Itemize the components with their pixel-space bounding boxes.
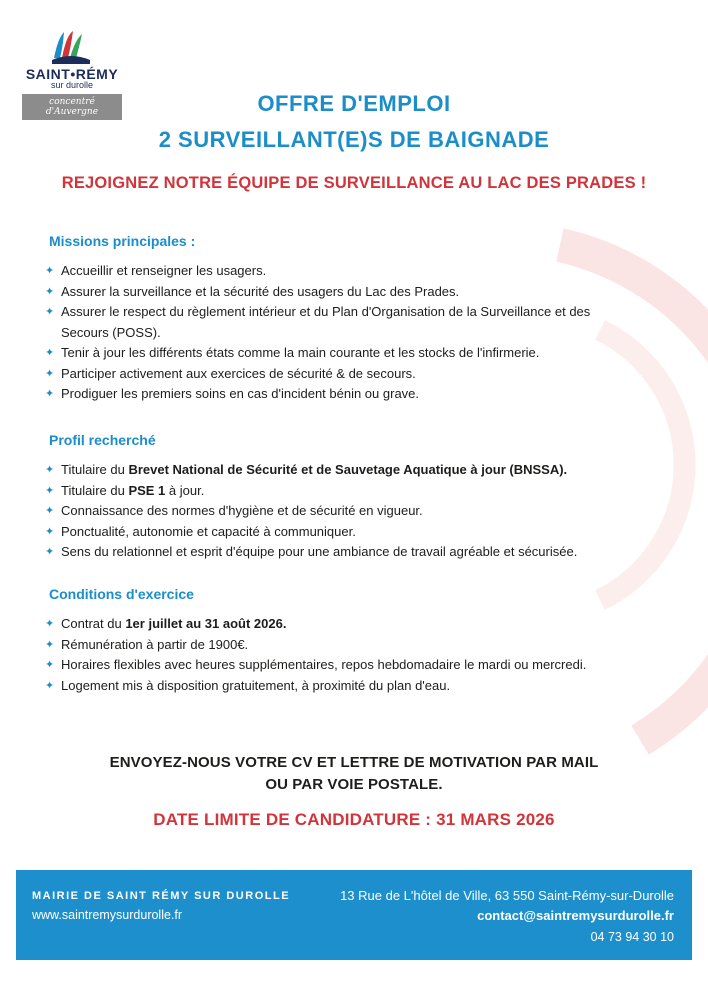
list-item (45, 635, 648, 656)
bullet-icon: ✦ (45, 306, 55, 318)
item-text: Sens du relationnel et esprit d'équipe pour une ambiance de travail agréable et sécurisée. (61, 544, 578, 559)
application-deadline: DATE LIMITE DE CANDIDATURE : 31 MARS 2026 (153, 810, 555, 829)
cta-line-2: OU PAR VOIE POSTALE. (265, 776, 443, 793)
subtitle: REJOIGNEZ NOTRE ÉQUIPE DE SURVEILLANCE AU LAC DES PRADES ! (61, 174, 647, 192)
title-position: 2 SURVEILLANT(E)S DE BAIGNADE (158, 127, 550, 152)
item-text: Assurer la surveillance et la sécurité des usagers du Lac des Prades. (61, 283, 460, 299)
item-text: Contrat du (61, 616, 126, 631)
missions-heading: Missions principales : (49, 233, 196, 249)
bullet-icon: ✦ (45, 484, 55, 497)
bullet-icon: ✦ (45, 347, 55, 359)
title-offre: OFFRE D'EMPLOI (257, 91, 451, 116)
bullet-icon: ✦ (45, 285, 55, 298)
bullet-icon: ✦ (45, 388, 55, 400)
bullet-icon: ✦ (45, 659, 55, 671)
list-item (45, 481, 648, 502)
footer-address: 13 Rue de L'hôtel de Ville, 63 550 Saint-Rémy-sur-Durolle (340, 888, 674, 903)
bullet-icon: ✦ (45, 679, 55, 692)
bullet-icon: ✦ (45, 546, 55, 558)
list-item (45, 302, 648, 323)
missions-section (45, 233, 648, 405)
logo-icon (52, 30, 90, 64)
cta-line-1: ENVOYEZ-NOUS VOTRE CV ET LETTRE DE MOTIVATION PAR MAIL (109, 754, 599, 771)
item-text: Participer activement aux exercices de sécurité & de secours. (61, 365, 416, 381)
item-text: Accueillir et renseigner les usagers. (61, 263, 267, 278)
list-item (45, 364, 648, 385)
bullet-icon: ✦ (45, 367, 55, 380)
item-bold: Brevet National de Sécurité et de Sauvetage Aquatique à jour (BNSSA). (128, 462, 568, 477)
item-text: Connaissance des normes d'hygiène et de sécurité en vigueur. (61, 503, 423, 518)
bullet-icon: ✦ (45, 525, 55, 538)
list-item (45, 460, 648, 481)
profile-section (45, 432, 648, 563)
list-item (45, 655, 648, 676)
logo-sub: sur durolle (50, 80, 94, 90)
item-text: Horaires flexibles avec heures supplémentaires, repos hebdomadaire le mardi ou mercredi. (61, 657, 587, 672)
list-item (45, 384, 648, 405)
bullet-icon: ✦ (45, 464, 55, 476)
call-to-action (0, 752, 708, 796)
bullet-icon: ✦ (45, 505, 55, 517)
profile-heading: Profil recherché (49, 432, 156, 448)
item-text: Titulaire du (61, 482, 129, 498)
list-item (45, 501, 648, 522)
item-text: Prodiguer les premiers soins en cas d'incident bénin ou grave. (61, 386, 420, 401)
conditions-heading: Conditions d'exercice (49, 586, 194, 602)
item-text: Rémunération à partir de 1900€. (61, 636, 249, 652)
logo-name: SAINT•RÉMY (25, 66, 119, 82)
footer-organization: MAIRIE DE SAINT RÉMY SUR DUROLLE (32, 890, 291, 902)
bullet-icon: ✦ (45, 638, 55, 651)
item-text: Ponctualité, autonomie et capacité à communiquer. (61, 523, 356, 539)
list-item (45, 614, 648, 635)
item-text: Secours (POSS). (61, 324, 161, 340)
footer-email-link[interactable]: contact@saintremysurdurolle.fr (477, 908, 674, 923)
item-bold: 1er juillet au 31 août 2026. (125, 616, 287, 631)
logo-tagline: concentré d'Auvergne (22, 94, 122, 120)
list-item (45, 282, 648, 303)
footer-phone: 04 73 94 30 10 (590, 930, 674, 944)
item-text: Logement mis à disposition gratuitement, à proximité du plan d'eau. (61, 677, 451, 693)
list-item (45, 542, 648, 563)
bullet-icon: ✦ (45, 618, 55, 630)
bullet-icon: ✦ (45, 265, 55, 277)
list-item-continuation (48, 323, 648, 344)
list-item (45, 522, 648, 543)
conditions-section (45, 586, 648, 696)
item-text: à jour. (165, 482, 205, 498)
list-item (45, 261, 648, 282)
list-item (45, 343, 648, 364)
item-text: Assurer le respect du règlement intérieur et du Plan d'Organisation de la Surveillance et des (61, 304, 591, 319)
list-item (45, 676, 648, 697)
item-bold: PSE 1 (128, 482, 166, 498)
item-text: Tenir à jour les différents états comme la main courante et les stocks de l'infirmerie. (61, 345, 540, 360)
footer-contact-bar (16, 870, 692, 960)
footer-website-link[interactable]: www.saintremysurdurolle.fr (32, 908, 183, 922)
item-text: Titulaire du (61, 462, 129, 477)
